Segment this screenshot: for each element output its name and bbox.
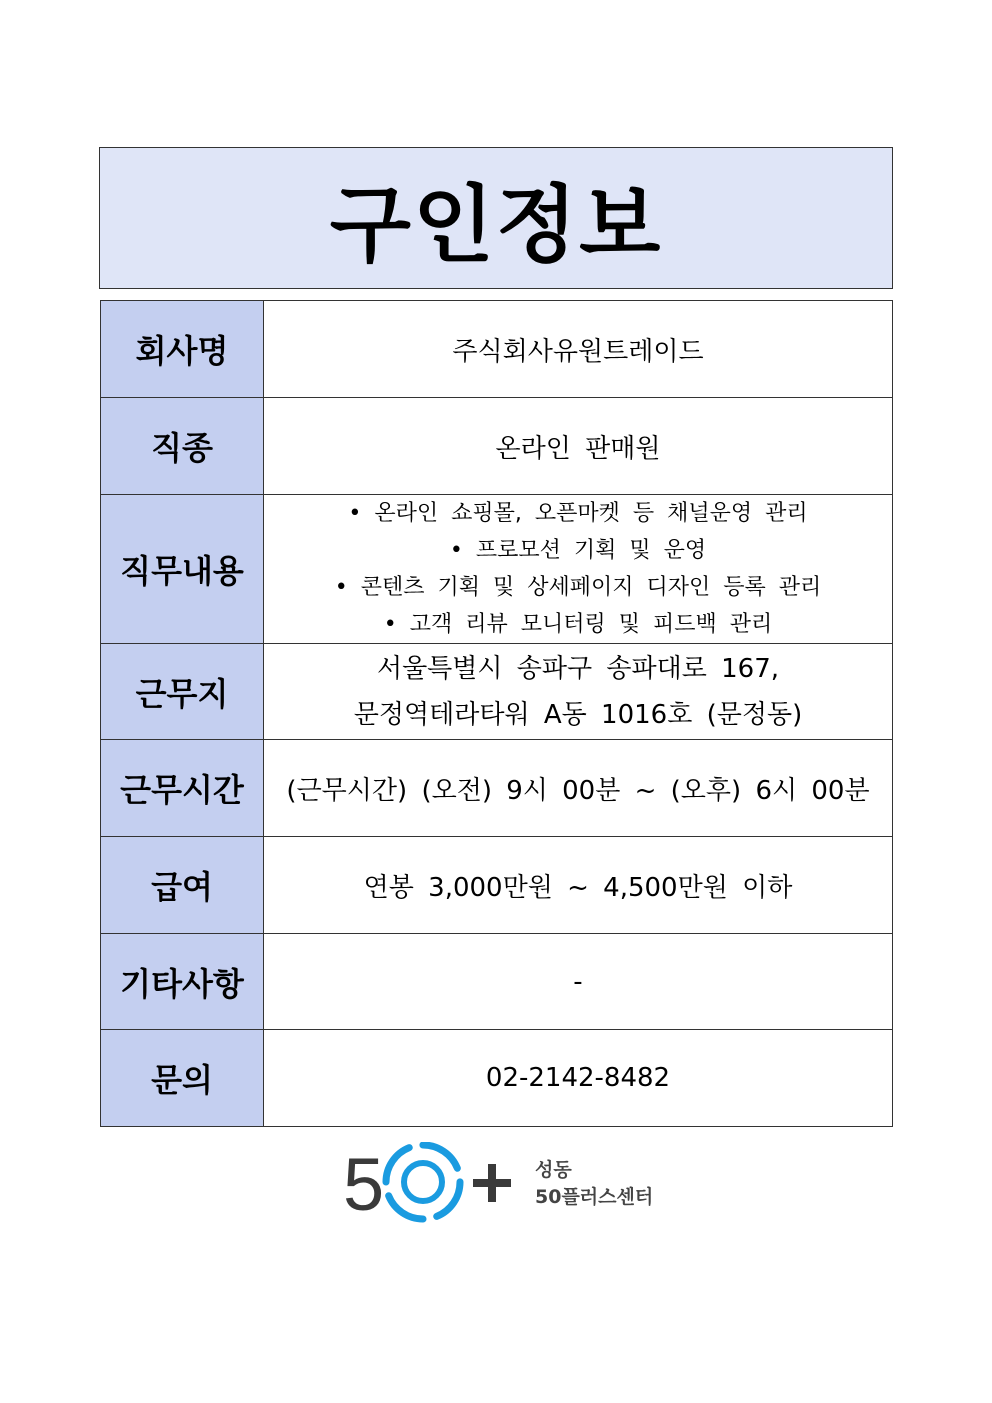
row-job-type [101,398,893,495]
list-item: • 콘텐츠 기획 및 상세페이지 디자인 등록 관리 [334,575,822,600]
address-line: 서울특별시 송파구 송파대로 167, [376,653,780,684]
label: 직무내용 [101,495,264,644]
value: 온라인 판매원 [264,398,893,495]
value: (근무시간) (오전) 9시 00분 ~ (오후) 6시 00분 [264,740,893,837]
address-line: 문정역테라타워 A동 1016호 (문정동) [353,699,803,730]
list-item: • 고객 리뷰 모니터링 및 피드백 관리 [383,612,773,637]
value: 연봉 3,000만원 ~ 4,500만원 이하 [264,837,893,934]
row-contact [101,1030,893,1127]
label: 문의 [101,1030,264,1127]
label: 급여 [101,837,264,934]
list-item: • 프로모션 기획 및 운영 [449,538,707,563]
label: 근무지 [101,644,264,740]
value: 02-2142-8482 [264,1030,893,1127]
svg-text:5: 5 [343,1143,385,1226]
row-hours [101,740,893,837]
label: 기타사항 [101,934,264,1030]
row-company [101,301,893,398]
logo-text: 성동 50플러스센터 [535,1159,654,1208]
value: - [264,934,893,1030]
list-item: • 온라인 쇼핑몰, 오픈마켓 등 채널운영 관리 [348,501,808,526]
row-location [101,644,893,740]
label: 근무시간 [101,740,264,837]
label: 회사명 [101,301,264,398]
row-duties [101,495,893,644]
title-banner [99,147,893,289]
row-etc [101,934,893,1030]
value: 주식회사유원트레이드 [264,301,893,398]
row-salary [101,837,893,934]
page-title: 구인정보 [329,175,663,274]
job-info-table [100,300,893,1127]
label: 직종 [101,398,264,495]
